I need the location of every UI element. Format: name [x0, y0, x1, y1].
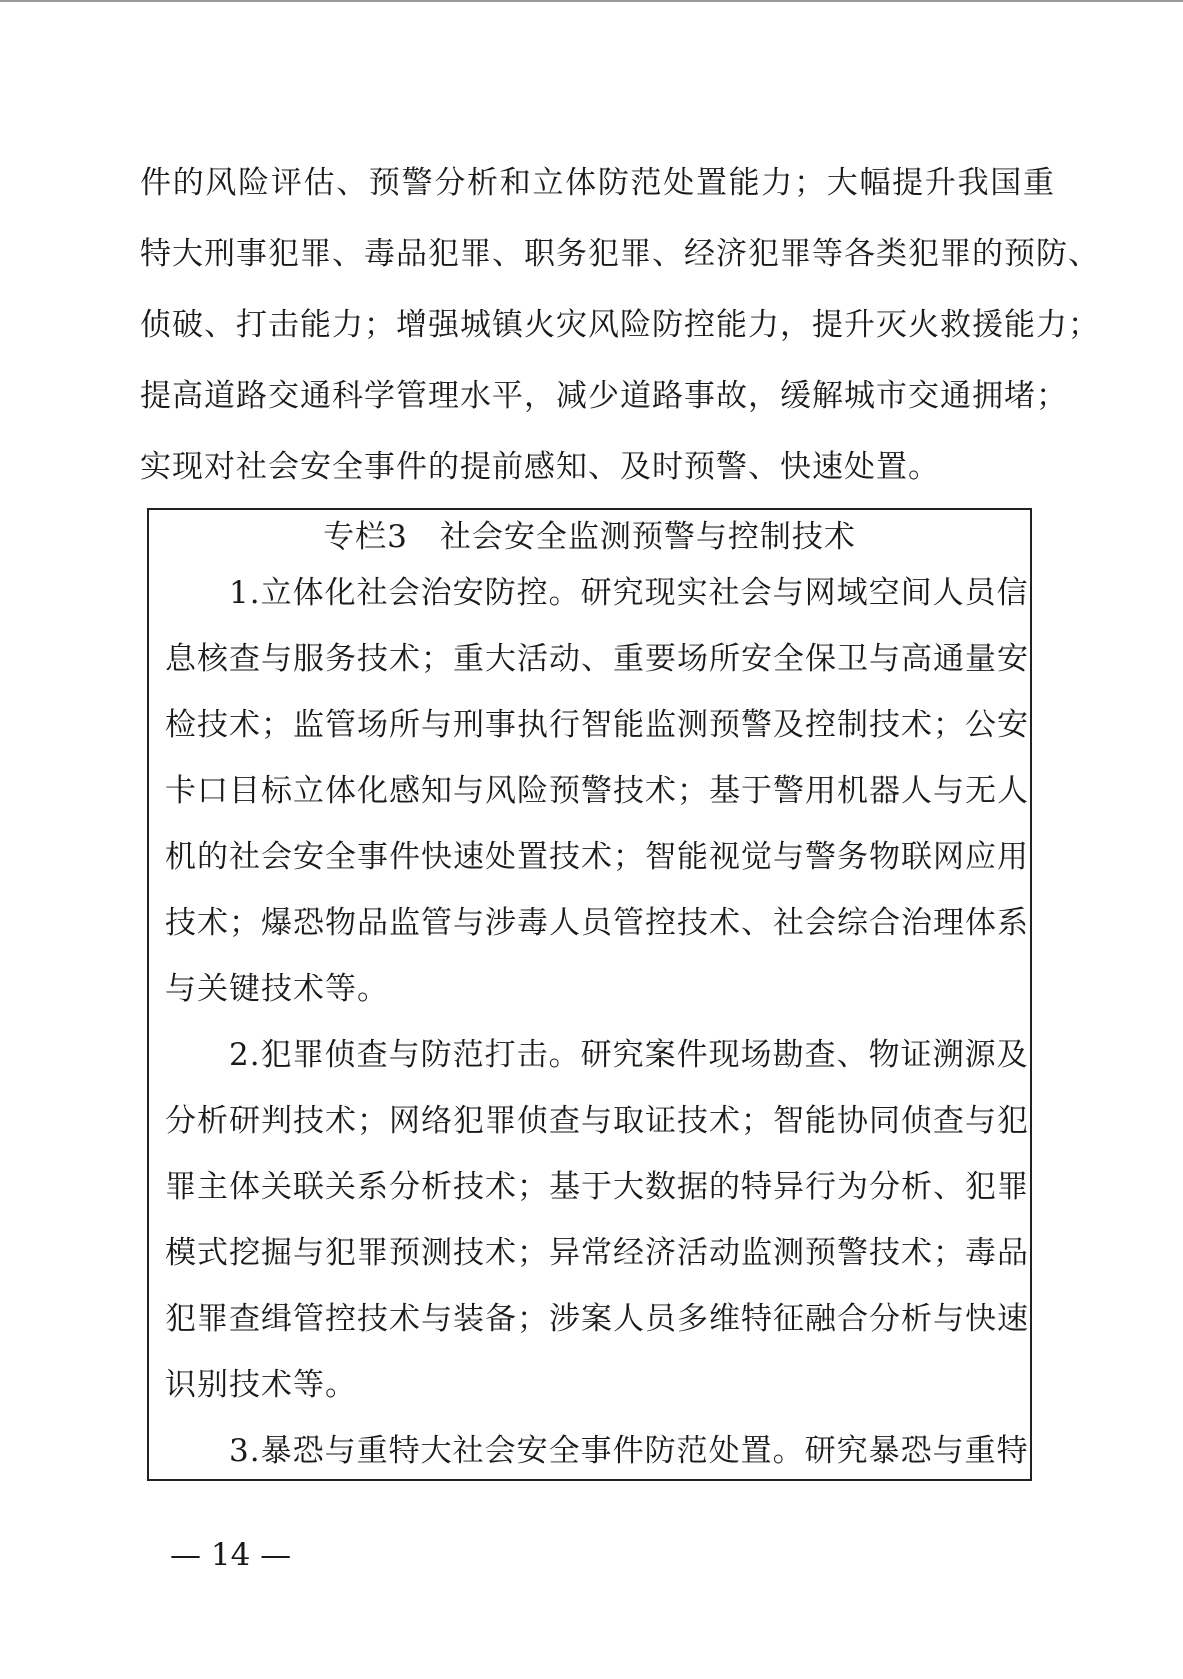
- item-2-line: 2.犯罪侦查与防范打击。研究案件现场勘查、物证溯源及: [229, 1037, 1029, 1073]
- item-1-line: 机的社会安全事件快速处置技术；智能视觉与警务物联网应用: [165, 839, 1029, 875]
- item-1-line: 卡口目标立体化感知与风险预警技术；基于警用机器人与无人: [165, 773, 1029, 809]
- body-line: 侦破、打击能力；增强城镇火灾风险防控能力，提升灭火救援能力；: [140, 307, 1100, 343]
- body-line: 实现对社会安全事件的提前感知、及时预警、快速处置。: [140, 449, 940, 485]
- item-2-line: 识别技术等。: [165, 1367, 357, 1403]
- page-number: — 14 —: [170, 1537, 292, 1573]
- special-column-box: [147, 508, 1032, 1481]
- body-paragraph: [140, 165, 1100, 523]
- item-2-line: 罪主体关联关系分析技术；基于大数据的特异行为分析、犯罪: [165, 1169, 1029, 1205]
- item-1-line: 1.立体化社会治安防控。研究现实社会与网域空间人员信: [229, 575, 1029, 611]
- item-2-line: 模式挖掘与犯罪预测技术；异常经济活动监测预警技术；毒品: [165, 1235, 1029, 1271]
- body-line: 提高道路交通科学管理水平，减少道路事故，缓解城市交通拥堵；: [140, 378, 1068, 414]
- top-edge-line: [0, 0, 1183, 2]
- box-content: [165, 575, 1029, 1502]
- item-1-line: 检技术；监管场所与刑事执行智能监测预警及控制技术；公安: [165, 707, 1029, 743]
- body-line: 件的风险评估、预警分析和立体防范处置能力；大幅提升我国重: [140, 165, 1055, 201]
- body-line: 特大刑事犯罪、毒品犯罪、职务犯罪、经济犯罪等各类犯罪的预防、: [140, 236, 1100, 272]
- item-1-line: 息核查与服务技术；重大活动、重要场所安全保卫与高通量安: [165, 641, 1029, 677]
- item-1-line: 技术；爆恐物品监管与涉毒人员管控技术、社会综合治理体系: [165, 905, 1029, 941]
- box-title: 专栏3 社会安全监测预警与控制技术: [323, 519, 856, 555]
- item-2-line: 分析研判技术；网络犯罪侦查与取证技术；智能协同侦查与犯: [165, 1103, 1029, 1139]
- item-2-line: 犯罪查缉管控技术与装备；涉案人员多维特征融合分析与快速: [165, 1301, 1029, 1337]
- item-1-line: 与关键技术等。: [165, 971, 389, 1007]
- item-3-line: 3.暴恐与重特大社会安全事件防范处置。研究暴恐与重特: [229, 1433, 1029, 1469]
